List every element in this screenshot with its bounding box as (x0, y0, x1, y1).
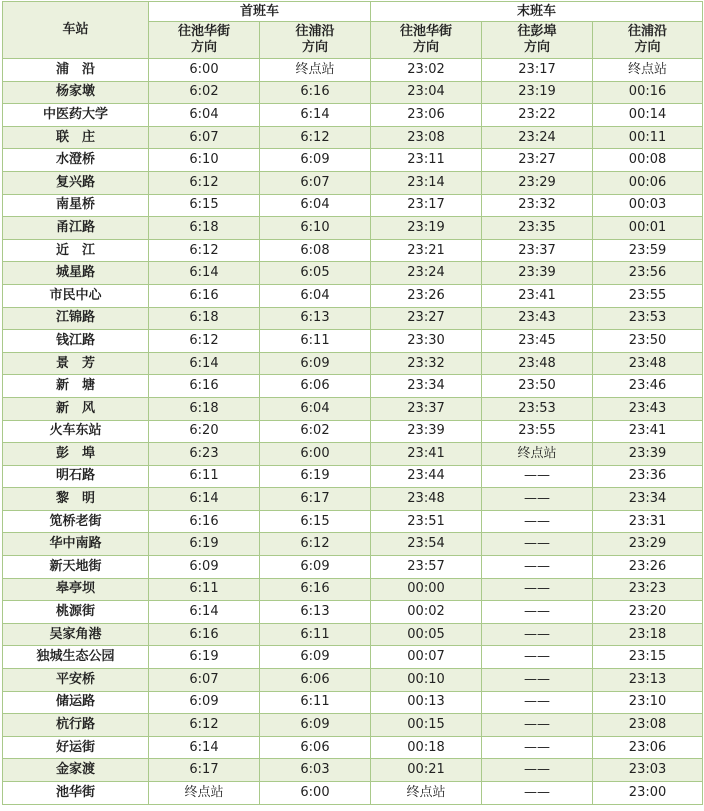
last-pengbu-cell: —— (482, 623, 593, 646)
last-chihua-cell: 23:37 (371, 397, 482, 420)
last-pengbu-cell: —— (482, 759, 593, 782)
first-puyan-cell: 6:16 (260, 578, 371, 601)
first-chihua-cell: 6:02 (149, 81, 260, 104)
last-chihua-cell: 23:08 (371, 126, 482, 149)
first-chihua-cell: 6:23 (149, 443, 260, 466)
last-puyan-cell: 23:08 (593, 714, 703, 737)
station-cell: 吴家角港 (3, 623, 149, 646)
last-puyan-cell: 23:15 (593, 646, 703, 669)
first-puyan-cell: 6:10 (260, 217, 371, 240)
first-chihua-cell: 6:16 (149, 284, 260, 307)
station-cell: 甬江路 (3, 217, 149, 240)
table-row (3, 104, 703, 127)
last-puyan-cell: 23:55 (593, 284, 703, 307)
first-chihua-cell: 6:15 (149, 194, 260, 217)
last-puyan-cell: 00:06 (593, 171, 703, 194)
last-puyan-cell: 23:56 (593, 262, 703, 285)
last-puyan-cell: 23:03 (593, 759, 703, 782)
last-pengbu-cell: 23:37 (482, 239, 593, 262)
timetable (2, 1, 703, 805)
first-chihua-cell: 终点站 (149, 782, 260, 805)
last-pengbu-cell: —— (482, 782, 593, 805)
table-row (3, 59, 703, 82)
table-row (3, 465, 703, 488)
last-puyan-cell: 23:34 (593, 488, 703, 511)
table-row (3, 284, 703, 307)
last-chihua-cell: 23:34 (371, 375, 482, 398)
first-puyan-cell: 6:15 (260, 510, 371, 533)
last-pengbu-cell: —— (482, 669, 593, 692)
last-chihua-cell: 23:24 (371, 262, 482, 285)
first-chihua-cell: 6:10 (149, 149, 260, 172)
last-puyan-cell: 23:06 (593, 736, 703, 759)
last-puyan-cell: 23:48 (593, 352, 703, 375)
first-puyan-cell: 6:04 (260, 397, 371, 420)
first-puyan-cell: 6:13 (260, 307, 371, 330)
last-pengbu-cell: —— (482, 601, 593, 624)
last-chihua-cell: 23:06 (371, 104, 482, 127)
table-row (3, 352, 703, 375)
station-cell: 近 江 (3, 239, 149, 262)
station-cell: 南星桥 (3, 194, 149, 217)
last-pengbu-cell: 23:39 (482, 262, 593, 285)
last-puyan-cell: 23:59 (593, 239, 703, 262)
last-puyan-cell: 23:50 (593, 330, 703, 353)
last-chihua-cell: 00:15 (371, 714, 482, 737)
station-cell: 黎 明 (3, 488, 149, 511)
last-chihua-cell: 23:30 (371, 330, 482, 353)
last-chihua-cell: 00:13 (371, 691, 482, 714)
last-pengbu-cell: —— (482, 691, 593, 714)
station-cell: 城星路 (3, 262, 149, 285)
first-puyan-cell: 6:06 (260, 736, 371, 759)
table-row (3, 307, 703, 330)
station-cell: 联 庄 (3, 126, 149, 149)
table-row (3, 782, 703, 805)
table-row (3, 714, 703, 737)
last-chihua-cell: 23:48 (371, 488, 482, 511)
last-puyan-cell: 23:31 (593, 510, 703, 533)
last-puyan-cell: 23:29 (593, 533, 703, 556)
last-pengbu-cell: —— (482, 465, 593, 488)
first-puyan-cell: 6:09 (260, 149, 371, 172)
last-chihua-cell: 23:14 (371, 171, 482, 194)
station-column-header: 车站 (3, 2, 149, 59)
last-chihua-cell: 23:51 (371, 510, 482, 533)
last-puyan-cell: 00:03 (593, 194, 703, 217)
first-chihua-cell: 6:18 (149, 307, 260, 330)
last-pengbu-cell: 23:50 (482, 375, 593, 398)
last-puyan-cell: 23:10 (593, 691, 703, 714)
first-chihua-cell: 6:14 (149, 601, 260, 624)
station-cell: 市民中心 (3, 284, 149, 307)
first-chihua-cell: 6:09 (149, 556, 260, 579)
station-cell: 独城生态公园 (3, 646, 149, 669)
table-row (3, 759, 703, 782)
last-pengbu-cell: —— (482, 646, 593, 669)
last-puyan-cell: 23:43 (593, 397, 703, 420)
last-chihua-cell: 终点站 (371, 782, 482, 805)
last-chihua-cell: 00:10 (371, 669, 482, 692)
last-pengbu-cell: 23:22 (482, 104, 593, 127)
table-row (3, 669, 703, 692)
last-dir-puyan-header: 往浦沿 方向 (593, 22, 703, 59)
first-chihua-cell: 6:18 (149, 397, 260, 420)
first-chihua-cell: 6:14 (149, 262, 260, 285)
last-chihua-cell: 23:11 (371, 149, 482, 172)
station-cell: 彭 埠 (3, 443, 149, 466)
first-puyan-cell: 6:07 (260, 171, 371, 194)
station-cell: 景 芳 (3, 352, 149, 375)
first-chihua-cell: 6:12 (149, 714, 260, 737)
first-chihua-cell: 6:16 (149, 375, 260, 398)
first-chihua-cell: 6:19 (149, 533, 260, 556)
last-pengbu-cell: 23:43 (482, 307, 593, 330)
last-chihua-cell: 23:57 (371, 556, 482, 579)
first-puyan-cell: 6:09 (260, 646, 371, 669)
last-chihua-cell: 23:41 (371, 443, 482, 466)
station-cell: 皋亭坝 (3, 578, 149, 601)
first-chihua-cell: 6:20 (149, 420, 260, 443)
first-chihua-cell: 6:07 (149, 126, 260, 149)
last-puyan-cell: 00:08 (593, 149, 703, 172)
last-pengbu-cell: 23:19 (482, 81, 593, 104)
first-chihua-cell: 6:09 (149, 691, 260, 714)
first-puyan-cell: 6:12 (260, 533, 371, 556)
table-row (3, 646, 703, 669)
first-chihua-cell: 6:14 (149, 352, 260, 375)
last-pengbu-cell: 23:55 (482, 420, 593, 443)
first-dir-puyan-header: 往浦沿 方向 (260, 22, 371, 59)
last-puyan-cell: 23:41 (593, 420, 703, 443)
first-puyan-cell: 6:03 (260, 759, 371, 782)
last-pengbu-cell: —— (482, 533, 593, 556)
last-chihua-cell: 23:27 (371, 307, 482, 330)
first-puyan-cell: 6:04 (260, 194, 371, 217)
station-cell: 金家渡 (3, 759, 149, 782)
last-pengbu-cell: —— (482, 556, 593, 579)
first-chihua-cell: 6:14 (149, 736, 260, 759)
table-row (3, 578, 703, 601)
table-row (3, 375, 703, 398)
last-chihua-cell: 23:26 (371, 284, 482, 307)
station-cell: 新 风 (3, 397, 149, 420)
last-pengbu-cell: 23:17 (482, 59, 593, 82)
last-pengbu-cell: —— (482, 714, 593, 737)
last-puyan-cell: 23:00 (593, 782, 703, 805)
last-pengbu-cell: —— (482, 488, 593, 511)
first-puyan-cell: 终点站 (260, 59, 371, 82)
first-chihua-cell: 6:11 (149, 578, 260, 601)
station-cell: 笕桥老街 (3, 510, 149, 533)
last-puyan-cell: 终点站 (593, 59, 703, 82)
last-puyan-cell: 00:14 (593, 104, 703, 127)
station-cell: 平安桥 (3, 669, 149, 692)
first-puyan-cell: 6:17 (260, 488, 371, 511)
first-chihua-cell: 6:19 (149, 646, 260, 669)
first-chihua-cell: 6:16 (149, 623, 260, 646)
last-pengbu-cell: 23:53 (482, 397, 593, 420)
last-chihua-cell: 23:32 (371, 352, 482, 375)
first-chihua-cell: 6:11 (149, 465, 260, 488)
last-dir-pengbu-header: 往彭埠 方向 (482, 22, 593, 59)
last-chihua-cell: 23:02 (371, 59, 482, 82)
first-puyan-cell: 6:08 (260, 239, 371, 262)
first-puyan-cell: 6:00 (260, 782, 371, 805)
first-puyan-cell: 6:05 (260, 262, 371, 285)
station-cell: 好运街 (3, 736, 149, 759)
last-puyan-cell: 23:53 (593, 307, 703, 330)
table-row (3, 81, 703, 104)
first-puyan-cell: 6:09 (260, 556, 371, 579)
last-chihua-cell: 23:39 (371, 420, 482, 443)
last-chihua-cell: 23:21 (371, 239, 482, 262)
last-chihua-cell: 00:07 (371, 646, 482, 669)
station-cell: 明石路 (3, 465, 149, 488)
station-cell: 华中南路 (3, 533, 149, 556)
station-cell: 水澄桥 (3, 149, 149, 172)
first-puyan-cell: 6:04 (260, 284, 371, 307)
last-pengbu-cell: 终点站 (482, 443, 593, 466)
last-chihua-cell: 00:00 (371, 578, 482, 601)
last-puyan-cell: 23:36 (593, 465, 703, 488)
last-puyan-cell: 23:13 (593, 669, 703, 692)
station-cell: 桃源街 (3, 601, 149, 624)
table-row (3, 149, 703, 172)
last-pengbu-cell: 23:35 (482, 217, 593, 240)
last-pengbu-cell: 23:41 (482, 284, 593, 307)
last-puyan-cell: 23:46 (593, 375, 703, 398)
last-chihua-cell: 00:02 (371, 601, 482, 624)
table-row (3, 330, 703, 353)
first-puyan-cell: 6:16 (260, 81, 371, 104)
first-chihua-cell: 6:12 (149, 330, 260, 353)
last-pengbu-cell: 23:45 (482, 330, 593, 353)
last-puyan-cell: 23:20 (593, 601, 703, 624)
last-chihua-cell: 23:17 (371, 194, 482, 217)
last-train-header: 末班车 (371, 2, 703, 22)
station-cell: 江锦路 (3, 307, 149, 330)
station-cell: 新天地街 (3, 556, 149, 579)
table-row (3, 397, 703, 420)
table-row (3, 533, 703, 556)
last-pengbu-cell: 23:27 (482, 149, 593, 172)
table-row (3, 736, 703, 759)
last-pengbu-cell: —— (482, 510, 593, 533)
station-cell: 储运路 (3, 691, 149, 714)
last-pengbu-cell: —— (482, 736, 593, 759)
first-chihua-cell: 6:12 (149, 171, 260, 194)
table-row (3, 443, 703, 466)
station-cell: 钱江路 (3, 330, 149, 353)
table-row (3, 262, 703, 285)
first-puyan-cell: 6:11 (260, 623, 371, 646)
first-chihua-cell: 6:12 (149, 239, 260, 262)
last-puyan-cell: 00:01 (593, 217, 703, 240)
first-chihua-cell: 6:14 (149, 488, 260, 511)
table-row (3, 510, 703, 533)
last-dir-chihua-header: 往池华街 方向 (371, 22, 482, 59)
last-pengbu-cell: —— (482, 578, 593, 601)
timetable-header (3, 2, 703, 59)
first-chihua-cell: 6:16 (149, 510, 260, 533)
last-puyan-cell: 23:26 (593, 556, 703, 579)
last-pengbu-cell: 23:48 (482, 352, 593, 375)
station-cell: 中医药大学 (3, 104, 149, 127)
station-cell: 复兴路 (3, 171, 149, 194)
last-puyan-cell: 23:39 (593, 443, 703, 466)
last-puyan-cell: 00:11 (593, 126, 703, 149)
table-row (3, 623, 703, 646)
table-row (3, 556, 703, 579)
first-puyan-cell: 6:12 (260, 126, 371, 149)
station-cell: 火车东站 (3, 420, 149, 443)
last-chihua-cell: 23:04 (371, 81, 482, 104)
last-pengbu-cell: 23:32 (482, 194, 593, 217)
first-chihua-cell: 6:17 (149, 759, 260, 782)
last-chihua-cell: 00:05 (371, 623, 482, 646)
table-row (3, 691, 703, 714)
station-cell: 杭行路 (3, 714, 149, 737)
first-chihua-cell: 6:07 (149, 669, 260, 692)
first-dir-chihua-header: 往池华街 方向 (149, 22, 260, 59)
first-puyan-cell: 6:11 (260, 330, 371, 353)
table-row (3, 239, 703, 262)
timetable-body (3, 59, 703, 805)
station-cell: 新 塘 (3, 375, 149, 398)
first-puyan-cell: 6:02 (260, 420, 371, 443)
last-puyan-cell: 23:18 (593, 623, 703, 646)
last-pengbu-cell: 23:29 (482, 171, 593, 194)
first-chihua-cell: 6:18 (149, 217, 260, 240)
station-cell: 杨家墩 (3, 81, 149, 104)
first-chihua-cell: 6:00 (149, 59, 260, 82)
table-row (3, 171, 703, 194)
last-chihua-cell: 23:19 (371, 217, 482, 240)
table-row (3, 601, 703, 624)
last-chihua-cell: 23:44 (371, 465, 482, 488)
first-chihua-cell: 6:04 (149, 104, 260, 127)
last-chihua-cell: 00:21 (371, 759, 482, 782)
first-puyan-cell: 6:13 (260, 601, 371, 624)
first-train-header: 首班车 (149, 2, 371, 22)
table-row (3, 217, 703, 240)
station-cell: 池华街 (3, 782, 149, 805)
last-chihua-cell: 23:54 (371, 533, 482, 556)
first-puyan-cell: 6:09 (260, 352, 371, 375)
table-row (3, 126, 703, 149)
first-puyan-cell: 6:00 (260, 443, 371, 466)
table-row (3, 420, 703, 443)
table-row (3, 488, 703, 511)
first-puyan-cell: 6:11 (260, 691, 371, 714)
first-puyan-cell: 6:09 (260, 714, 371, 737)
first-puyan-cell: 6:06 (260, 669, 371, 692)
table-row (3, 194, 703, 217)
first-puyan-cell: 6:19 (260, 465, 371, 488)
last-pengbu-cell: 23:24 (482, 126, 593, 149)
last-puyan-cell: 00:16 (593, 81, 703, 104)
first-puyan-cell: 6:06 (260, 375, 371, 398)
last-puyan-cell: 23:23 (593, 578, 703, 601)
first-puyan-cell: 6:14 (260, 104, 371, 127)
station-cell: 浦 沿 (3, 59, 149, 82)
last-chihua-cell: 00:18 (371, 736, 482, 759)
